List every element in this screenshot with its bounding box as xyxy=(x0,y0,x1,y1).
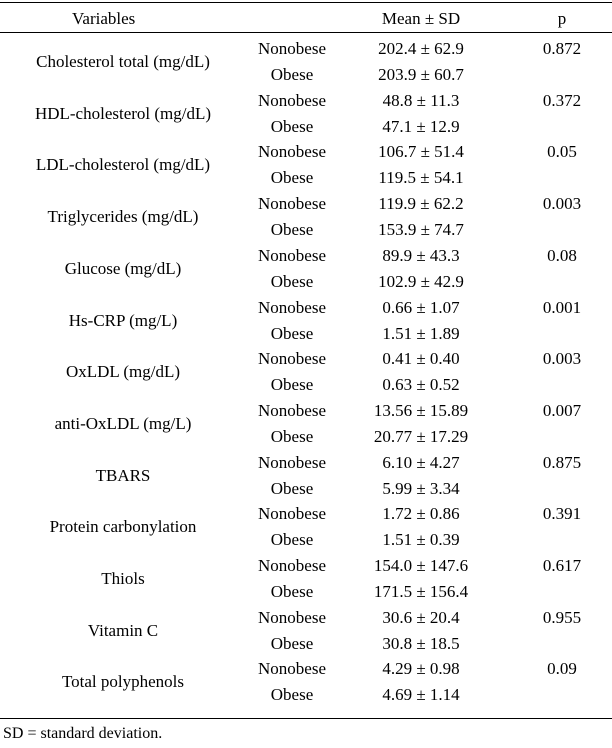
mean-sd-value: 203.9 ± 60.7 xyxy=(378,65,464,84)
table-row-group xyxy=(0,243,612,295)
mean-sd-value: 0.66 ± 1.07 xyxy=(382,297,460,317)
variable-name: Hs-CRP (mg/L) xyxy=(68,310,178,330)
mean-sd-value: 4.69 ± 1.14 xyxy=(382,685,460,705)
variable-name: Protein carbonylation xyxy=(49,517,197,537)
p-value: 0.001 xyxy=(542,297,582,317)
variable-name: Glucose (mg/dL) xyxy=(64,258,182,278)
mean-sd-value: 1.51 ± 0.39 xyxy=(382,530,460,550)
group-label: Obese xyxy=(270,426,314,446)
group-label: Nonobese xyxy=(258,142,326,162)
mean-sd-value: 102.9 ± 42.9 xyxy=(378,271,464,291)
table-row-group xyxy=(0,346,612,398)
mean-sd-value: 202.4 ± 62.9 xyxy=(378,39,464,58)
mean-sd-value: 1.51 ± 1.89 xyxy=(382,323,460,343)
table-row-group xyxy=(0,36,612,88)
mean-sd-value: 0.41 ± 0.40 xyxy=(382,349,460,369)
table-row-group xyxy=(0,450,612,502)
variable-name: TBARS xyxy=(95,465,151,485)
group-label: Obese xyxy=(270,271,314,291)
mean-sd-value: 48.8 ± 11.3 xyxy=(382,90,460,110)
group-label: Obese xyxy=(270,168,314,188)
mean-sd-value: 6.10 ± 4.27 xyxy=(382,452,460,472)
variable-name: Cholesterol total (mg/dL) xyxy=(36,52,210,71)
group-label: Nonobese xyxy=(258,349,326,369)
p-value: 0.09 xyxy=(547,659,577,679)
group-label: Obese xyxy=(270,220,314,240)
group-label: Obese xyxy=(270,65,314,84)
group-label: Nonobese xyxy=(258,194,326,214)
group-label: Obese xyxy=(270,685,314,705)
table-row-group xyxy=(0,398,612,450)
p-value: 0.08 xyxy=(547,245,577,265)
p-value: 0.003 xyxy=(542,349,582,369)
group-label: Nonobese xyxy=(258,297,326,317)
variable-name: Total polyphenols xyxy=(61,672,185,692)
header-p: p xyxy=(557,9,567,28)
mean-sd-value: 89.9 ± 43.3 xyxy=(382,245,460,265)
header-bottom-rule xyxy=(0,32,612,33)
table-row-group xyxy=(0,88,612,140)
mean-sd-value: 171.5 ± 156.4 xyxy=(373,582,469,601)
group-label: Obese xyxy=(270,375,314,395)
mean-sd-value: 154.0 ± 147.6 xyxy=(373,556,469,575)
p-value: 0.05 xyxy=(547,142,577,162)
table-footnote: SD = standard deviation. xyxy=(3,725,163,742)
group-label: Nonobese xyxy=(258,504,326,524)
group-label: Obese xyxy=(270,478,314,498)
mean-sd-value: 106.7 ± 51.4 xyxy=(378,142,464,162)
group-label: Nonobese xyxy=(258,659,326,679)
p-value: 0.875 xyxy=(542,452,582,472)
mean-sd-value: 153.9 ± 74.7 xyxy=(378,220,464,240)
p-value: 0.372 xyxy=(542,90,582,110)
table-bottom-rule xyxy=(0,718,612,719)
p-value: 0.872 xyxy=(542,39,582,58)
mean-sd-value: 20.77 ± 17.29 xyxy=(373,426,469,446)
mean-sd-value: 30.8 ± 18.5 xyxy=(382,633,460,653)
table-row-group xyxy=(0,139,612,191)
group-label: Obese xyxy=(270,323,314,343)
p-value: 0.617 xyxy=(542,556,582,575)
variable-name: anti-OxLDL (mg/L) xyxy=(54,413,192,433)
group-label: Obese xyxy=(270,633,314,653)
table-row-group xyxy=(0,656,612,708)
p-value: 0.391 xyxy=(542,504,582,524)
mean-sd-value: 30.6 ± 20.4 xyxy=(382,607,460,627)
group-label: Obese xyxy=(270,582,314,601)
header-mean-sd: Mean ± SD xyxy=(381,9,461,28)
table-row-group xyxy=(0,501,612,553)
group-label: Nonobese xyxy=(258,39,326,58)
group-label: Nonobese xyxy=(258,90,326,110)
p-value: 0.007 xyxy=(542,400,582,420)
group-label: Nonobese xyxy=(258,556,326,575)
variable-name: OxLDL (mg/dL) xyxy=(65,362,181,382)
mean-sd-value: 13.56 ± 15.89 xyxy=(373,400,469,420)
group-label: Nonobese xyxy=(258,245,326,265)
table-row-group xyxy=(0,191,612,243)
variable-name: LDL-cholesterol (mg/dL) xyxy=(35,155,211,175)
table-row-group xyxy=(0,553,612,605)
p-value: 0.003 xyxy=(542,194,582,214)
variable-name: Triglycerides (mg/dL) xyxy=(47,207,199,227)
mean-sd-value: 4.29 ± 0.98 xyxy=(382,659,460,679)
table-row-group xyxy=(0,295,612,347)
variable-name: Vitamin C xyxy=(87,620,159,640)
header-variables: Variables xyxy=(72,9,136,28)
group-label: Obese xyxy=(270,530,314,550)
p-value: 0.955 xyxy=(542,607,582,627)
group-label: Nonobese xyxy=(258,607,326,627)
variable-name: HDL-cholesterol (mg/dL) xyxy=(34,103,212,123)
group-label: Nonobese xyxy=(258,400,326,420)
mean-sd-value: 119.9 ± 62.2 xyxy=(378,194,464,214)
mean-sd-value: 5.99 ± 3.34 xyxy=(382,478,460,498)
mean-sd-value: 119.5 ± 54.1 xyxy=(378,168,464,188)
variable-name: Thiols xyxy=(101,569,145,588)
group-label: Obese xyxy=(270,116,314,136)
mean-sd-value: 0.63 ± 0.52 xyxy=(382,375,460,395)
mean-sd-value: 47.1 ± 12.9 xyxy=(382,116,460,136)
table-row-group xyxy=(0,605,612,657)
group-label: Nonobese xyxy=(258,452,326,472)
mean-sd-value: 1.72 ± 0.86 xyxy=(382,504,460,524)
table-top-rule xyxy=(0,2,612,3)
